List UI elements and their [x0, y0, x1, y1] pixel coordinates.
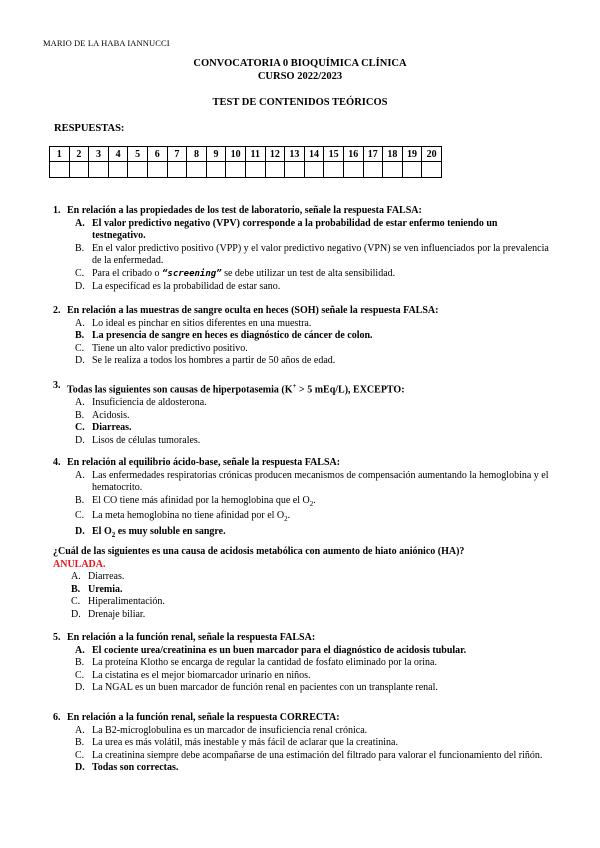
answer-cell-15[interactable]: [324, 162, 344, 178]
question-text: En relación a las propiedades de los test de laboratorio, señale la respuesta FALSA:: [67, 205, 422, 216]
answer-grid-number: 11: [245, 147, 265, 162]
question-text: En relación a la función renal, señale la respuesta CORRECTA:: [67, 712, 340, 723]
exam-course: CURSO 2022/2023: [257, 71, 343, 82]
answer-grid-number: 20: [422, 147, 442, 162]
answer-cell-5[interactable]: [128, 162, 148, 178]
question-1: [0, 205, 600, 293]
exam-subtitle: TEST DE CONTENIDOS TEÓRICOS: [212, 97, 388, 108]
question-3: 3. Todas las siguientes son causas de hiperpotasemia (K+ > 5 mEq/L), EXCEPTO: A. Insuficiencia de aldosterona. B. Acidosis. C. Diarreas. D. Lisos de células tumorales.: [0, 380, 600, 447]
option-a: A. Lo ideal es pinchar en sitios diferentes en una muestra.: [75, 317, 312, 329]
option-c: C. La meta hemoglobina no tiene afinidad por el $O_2$.: [75, 510, 291, 524]
option-d: D. La NGAL es un buen marcador de función renal en pacientes con un transplante renal.: [75, 682, 438, 694]
answer-cell-18[interactable]: [383, 162, 403, 178]
question-4: 4. En relación al equilibrio ácido-base, señale la respuesta FALSA: A. Las enfermedades respiratorias crónicas producen mecanismos de compensación aumentando la hemoglobina y el hematocrito. B. El CO tiene más afinidad por la hemoglobina que el $O_2$. C. La meta hemoglobina no tiene afinidad por el $O_2$. D. El $O_2$ es muy soluble en sangre.: [0, 457, 600, 542]
option-c: C. La creatinina siempre debe acompañarse de una estimación del filtrado para valorar el funcionamiento del riñón.: [75, 749, 543, 761]
option-c: C. La cistatina es el mejor biomarcador urinario en niños.: [75, 669, 311, 681]
answer-grid-number: 8: [187, 147, 207, 162]
option-c: C. Hiperalimentación.: [71, 596, 165, 608]
option-b: B. En el valor predictivo positivo (VPP) y el valor predictivo negativo (VPN) se ven influenciados por la prevalencia de la enfermedad.: [75, 242, 549, 267]
answer-grid-number: 2: [69, 147, 89, 162]
option-a: A. Insuficiencia de aldosterona.: [75, 396, 207, 408]
answer-grid-cells: [50, 162, 442, 178]
option-c: C. Para el cribado o “screening” se debe utilizar un test de alta sensibilidad.: [75, 267, 396, 279]
option-a: A. El cociente urea/creatinina es un buen marcador para el diagnóstico de acidosis tubular.: [75, 644, 467, 656]
answer-grid-number: 18: [383, 147, 403, 162]
question-number: 1.: [53, 205, 61, 216]
answer-grid-number: 10: [226, 147, 246, 162]
option-d: D. Drenaje biliar.: [71, 608, 146, 620]
answer-grid-number: 4: [108, 147, 128, 162]
question-6: 6. En relación a la función renal, señale la respuesta CORRECTA: A. La B2-microglobulina es un marcador de insuficiencia renal crónica. B. La urea es más volátil, más inestable y más fácil de aclarar que la creatinina. C. La creatinina siempre debe acompañarse de una estimación del filtrado para valorar el funcionamiento del riñón. D. Todas son correctas.: [0, 712, 600, 775]
answer-cell-9[interactable]: [206, 162, 226, 178]
answer-cell-10[interactable]: [226, 162, 246, 178]
answer-grid-number: 1: [50, 147, 70, 162]
answer-grid-number: 16: [343, 147, 363, 162]
answer-grid-number: 6: [147, 147, 167, 162]
option-c: C. Tiene un alto valor predictivo positivo.: [75, 342, 248, 354]
option-d: D. Todas son correctas.: [75, 762, 179, 774]
answer-cell-20[interactable]: [422, 162, 442, 178]
option-b: B. Uremia.: [71, 583, 123, 595]
option-c: C. Diarreas.: [75, 422, 132, 434]
answer-cell-6[interactable]: [147, 162, 167, 178]
option-a: A. Las enfermedades respiratorias crónicas producen mecanismos de compensación aumentando la hemoglobina y el hematocrito.: [75, 469, 549, 494]
question-text: En relación a las muestras de sangre oculta en heces (SOH) señale la respuesta FALSA:: [67, 305, 439, 316]
screening-term: “screening”: [161, 268, 222, 279]
option-a: A. Diarreas.: [71, 571, 125, 583]
option-d: D. La especifícad es la probabilidad de estar sano.: [75, 280, 281, 292]
question-text: Todas las siguientes son causas de hiperpotasemia (K+ > 5 mEq/L), EXCEPTO:: [67, 382, 405, 396]
answer-cell-13[interactable]: [285, 162, 305, 178]
answer-grid-number: 3: [89, 147, 109, 162]
answer-cell-17[interactable]: [363, 162, 383, 178]
option-a: A. La B2-microglobulina es un marcador de insuficiencia renal crónica.: [75, 724, 368, 736]
question-2: 2. En relación a las muestras de sangre oculta en heces (SOH) señale la respuesta FALSA: A. Lo ideal es pinchar en sitios diferentes en una muestra. B. La presencia de sangre en heces es diagnóstico de cáncer de colon. C. Tiene un alto valor predictivo positivo. D. Se le realiza a todos los hombres a partir de 50 años de edad.: [0, 305, 600, 368]
question-text: En relación a la función renal, señale la respuesta FALSA:: [67, 632, 316, 643]
question-text: En relación al equilibrio ácido-base, señale la respuesta FALSA:: [67, 457, 341, 468]
author-name: MARIO DE LA HABA IANNUCCI: [43, 38, 170, 48]
answer-cell-8[interactable]: [187, 162, 207, 178]
answer-grid: [49, 146, 442, 178]
option-b: B. Acidosis.: [75, 409, 130, 421]
option-d: D. Lisos de células tumorales.: [75, 434, 201, 446]
answers-label: RESPUESTAS:: [54, 123, 125, 134]
option-d: D. Se le realiza a todos los hombres a partir de 50 años de edad.: [75, 355, 336, 367]
answer-grid-numbers: [50, 147, 442, 162]
answer-grid-number: 9: [206, 147, 226, 162]
answer-grid-number: 14: [304, 147, 324, 162]
option-b: B. El CO tiene más afinidad por la hemoglobina que el $O_2$.: [75, 494, 316, 508]
answer-cell-4[interactable]: [108, 162, 128, 178]
option-d: D. El $O_2$ es muy soluble en sangre.: [75, 525, 226, 539]
answer-cell-12[interactable]: [265, 162, 285, 178]
answer-cell-2[interactable]: [69, 162, 89, 178]
option-b: B. La proteína Klotho se encarga de regular la cantidad de fosfato eliminado por la orina.: [75, 657, 437, 669]
question-5: 5. En relación a la función renal, señale la respuesta FALSA: A. El cociente urea/creatinina es un buen marcador para el diagnóstico de acidosis tubular. B. La proteína Klotho se encarga de regular la cantidad de fosfato eliminado por la orina. C. La cistatina es el mejor biomarcador urinario en niños. D. La NGAL es un buen marcador de función renal en pacientes con un transplante renal.: [0, 632, 600, 695]
answer-grid-number: 15: [324, 147, 344, 162]
option-b: B. La urea es más volátil, más inestable y más fácil de aclarar que la creatinina.: [75, 737, 398, 749]
option-b: B. La presencia de sangre en heces es diagnóstico de cáncer de colon.: [75, 330, 373, 342]
answer-grid-number: 13: [285, 147, 305, 162]
answer-cell-3[interactable]: [89, 162, 109, 178]
answer-cell-14[interactable]: [304, 162, 324, 178]
answer-cell-11[interactable]: [245, 162, 265, 178]
answer-grid-number: 12: [265, 147, 285, 162]
exam-title: CONVOCATORIA 0 BIOQUÍMICA CLÍNICA: [193, 58, 407, 69]
answer-grid-number: 19: [402, 147, 422, 162]
answer-cell-7[interactable]: [167, 162, 187, 178]
answer-cell-16[interactable]: [343, 162, 363, 178]
option-a: A. El valor predictivo negativo (VPV) corresponde a la probabilidad de estar enfermo teniendo un testnegativo.: [75, 217, 498, 242]
answer-grid-number: 17: [363, 147, 383, 162]
question-annulled: [0, 546, 600, 622]
answer-cell-19[interactable]: [402, 162, 422, 178]
answer-grid-number: 7: [167, 147, 187, 162]
annulled-label: ANULADA.: [53, 558, 106, 570]
question-text: ¿Cuál de las siguientes es una causa de acidosis metabólica con aumento de hiato aniónico (HA)?: [53, 546, 465, 557]
answer-cell-1[interactable]: [50, 162, 70, 178]
answer-grid-number: 5: [128, 147, 148, 162]
